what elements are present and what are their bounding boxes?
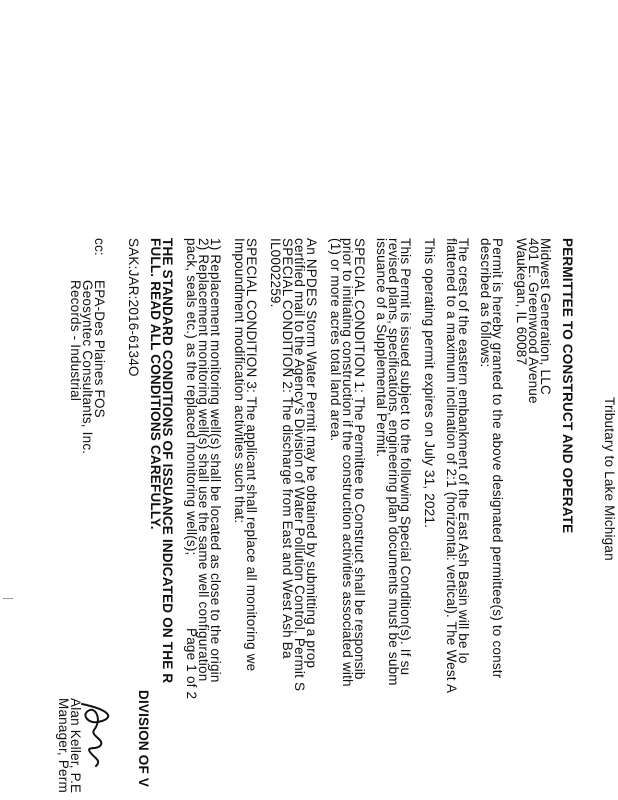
signer-title: Manager, Perm bbox=[56, 698, 71, 793]
signer-name: Alan Keller, P.E bbox=[68, 698, 83, 794]
permittee-city: Waukegan, IL 60087 bbox=[514, 238, 529, 366]
cc-recipient: Geosyntec Consultants, Inc. bbox=[80, 280, 95, 455]
reference-code: SAK:JAR:2016-6134O bbox=[126, 238, 141, 377]
paragraph-line: The crest of the eastern embankment of the East Ash Basin will be lo bbox=[456, 238, 471, 664]
paragraph-line: described as follows: bbox=[478, 238, 493, 368]
cc-recipient: EPA-Des Plaines FOS bbox=[92, 280, 107, 418]
header-partial: Tributary to Lake Michigan bbox=[602, 397, 617, 561]
cc-label: cc: bbox=[92, 238, 107, 256]
standard-conditions-notice: THE STANDARD CONDITIONS OF ISSUANCE INDICATED ON THE R bbox=[160, 238, 175, 684]
paragraph-line: issuance of a Supplemental Permit. bbox=[374, 238, 389, 458]
special-condition-3: SPECIAL CONDITION 3: The applicant shall replace all monitoring we bbox=[244, 238, 259, 672]
paragraph-line: This operating permit expires on July 31, 2021. bbox=[422, 238, 437, 529]
division-name: DIVISION OF V bbox=[136, 690, 151, 788]
list-item: pack, seals etc.) as the replaced monitoring well(s); bbox=[184, 238, 199, 556]
page-edge-mark bbox=[3, 598, 13, 599]
paragraph-line: Impoundment modification activities such that: bbox=[232, 238, 247, 524]
special-condition-1: SPECIAL CONDITION 1: The Permittee to Construct shall be responsib bbox=[352, 238, 367, 680]
paragraph-line: An NPDES Storm Water Permit may be obtained by submitting a prop bbox=[304, 238, 319, 669]
special-condition-2: SPECIAL CONDITION 2: The discharge from East and West Ash Ba bbox=[280, 238, 295, 659]
paragraph-line: prior to initiating construction if the construction activities associated with bbox=[340, 238, 355, 687]
list-item: 1) Replacement monitoring well(s) shall be located as close to the origin bbox=[208, 238, 223, 683]
section-title: PERMITTEE TO CONSTRUCT AND OPERATE bbox=[560, 238, 575, 534]
paragraph-line: flattened to a maximum inclination of 2:1 (horizontal: vertical). The West A bbox=[444, 238, 459, 694]
permittee-street: 401 E. Greenwood Avenue bbox=[526, 238, 541, 404]
standard-conditions-notice: FULL. READ ALL CONDITIONS CAREFULLY. bbox=[148, 238, 163, 530]
page-number: Page 1 of 2 bbox=[184, 628, 199, 700]
permittee-name: Midwest Generation, LLC bbox=[538, 238, 553, 395]
paragraph-line: This Permit is issued subject to the following Special Condition(s). If su bbox=[398, 238, 413, 676]
paragraph-line: IL0002259. bbox=[268, 238, 283, 308]
paragraph-line: (1) or more acres total land area. bbox=[328, 238, 343, 442]
paragraph-line: certified mail to the Agency's Division of Water Pollution Control, Permit S bbox=[292, 238, 307, 692]
list-item: 2) Replacement monitoring well(s) shall use the same well configuration bbox=[196, 238, 211, 682]
paragraph-line: Permit is hereby granted to the above designated permittee(s) to constr bbox=[490, 238, 505, 679]
cc-recipient: Records - Industrial bbox=[68, 280, 83, 402]
paragraph-line: revised plans, specifications, engineering plan documents must be subm bbox=[386, 238, 401, 686]
